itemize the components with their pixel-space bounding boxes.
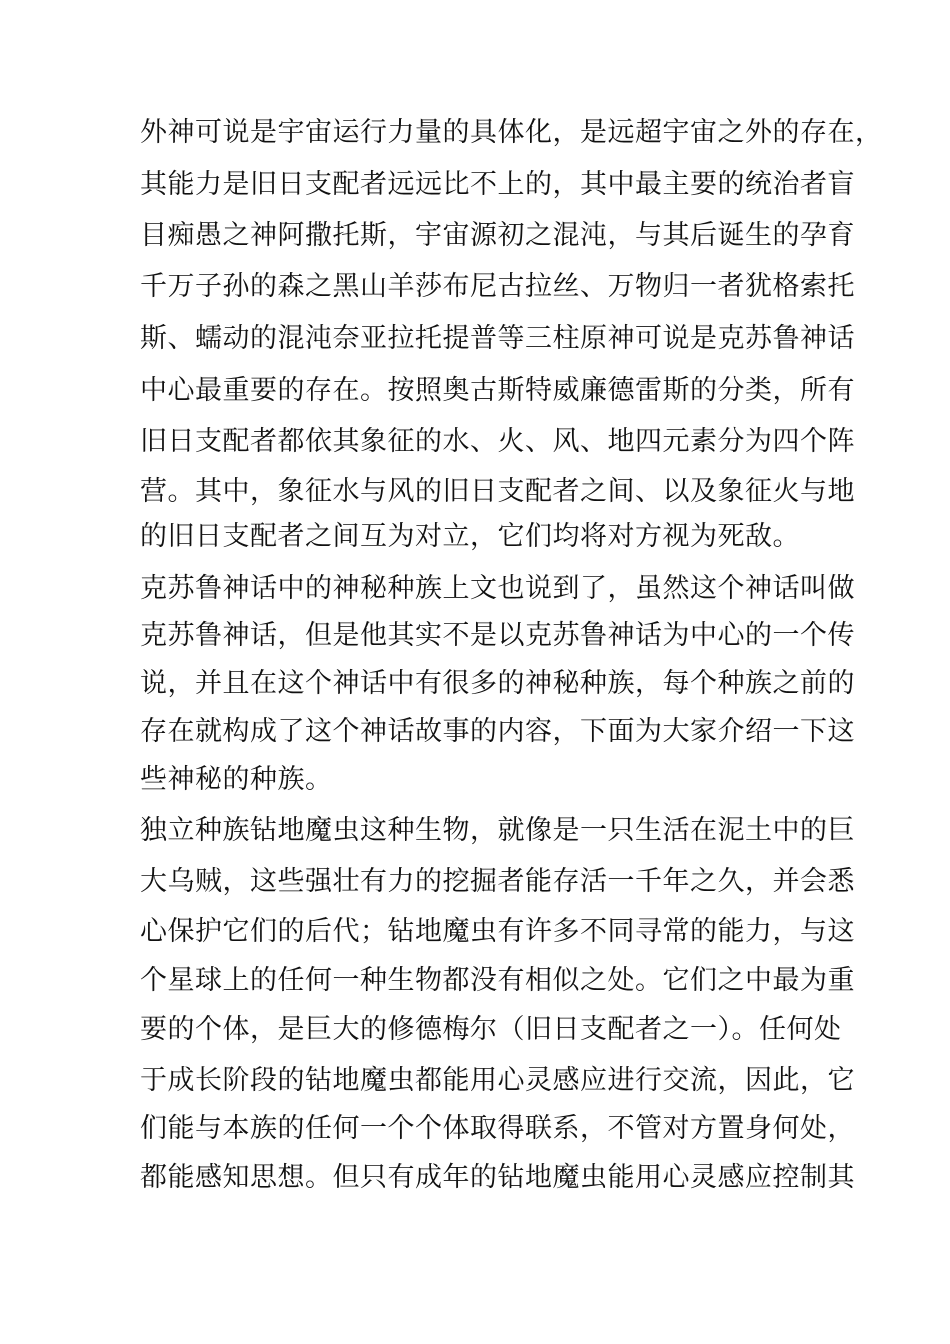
text-line: 个星球上的任何一种生物都没有相似之处。它们之中最为重 [140, 965, 855, 996]
text-line: 千万子孙的森之黑山羊莎布尼古拉丝、万物归一者犹格索托 [140, 271, 855, 302]
text-line: 说，并且在这个神话中有很多的神秘种族，每个种族之前的 [140, 668, 855, 699]
text-line: 外神可说是宇宙运行力量的具体化，是远超宇宙之外的存在， [140, 117, 883, 148]
text-line: 些神秘的种族。 [140, 764, 333, 795]
text-line: 于成长阶段的钻地魔虫都能用心灵感应进行交流，因此，它 [140, 1065, 855, 1096]
text-line: 旧日支配者都依其象征的水、火、风、地四元素分为四个阵 [140, 426, 855, 457]
text-line: 要的个体，是巨大的修德梅尔（旧日支配者之一）。任何处 [140, 1014, 842, 1045]
text-line: 的旧日支配者之间互为对立，它们均将对方视为死敌。 [140, 521, 800, 552]
text-line: 都能感知思想。但只有成年的钻地魔虫能用心灵感应控制其 [140, 1162, 855, 1193]
text-line: 目痴愚之神阿撒托斯，宇宙源初之混沌，与其后诞生的孕育 [140, 220, 855, 251]
text-line: 独立种族钻地魔虫这种生物，就像是一只生活在泥土中的巨 [140, 815, 855, 846]
text-line: 大乌贼，这些强壮有力的挖掘者能存活一千年之久，并会悉 [140, 866, 855, 897]
text-line: 营。其中，象征水与风的旧日支配者之间、以及象征火与地 [140, 476, 855, 507]
text-line: 们能与本族的任何一个个体取得联系，不管对方置身何处， [140, 1113, 855, 1144]
text-line: 中心最重要的存在。按照奥古斯特威廉德雷斯的分类，所有 [140, 375, 855, 406]
text-line: 存在就构成了这个神话故事的内容，下面为大家介绍一下这 [140, 716, 855, 747]
text-line: 克苏鲁神话中的神秘种族上文也说到了，虽然这个神话叫做 [140, 573, 855, 604]
text-line: 心保护它们的后代；钻地魔虫有许多不同寻常的能力，与这 [140, 916, 855, 947]
text-line: 斯、蠕动的混沌奈亚拉托提普等三柱原神可说是克苏鲁神话 [140, 323, 855, 354]
text-line: 其能力是旧日支配者远远比不上的，其中最主要的统治者盲 [140, 169, 855, 200]
text-line: 克苏鲁神话，但是他其实不是以克苏鲁神话为中心的一个传 [140, 620, 855, 651]
